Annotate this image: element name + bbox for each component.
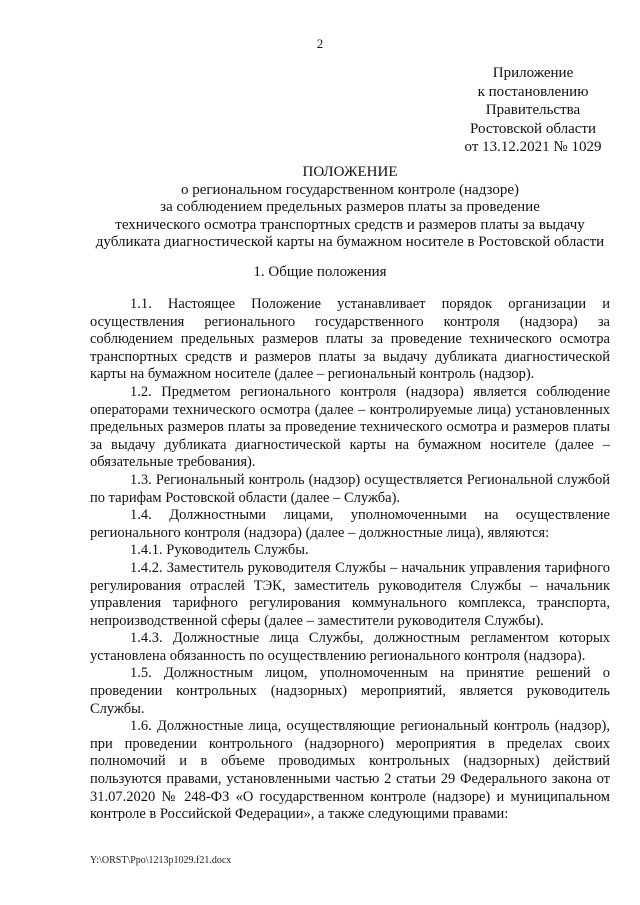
title-line: о региональном государственном контроле (надзоре) [180, 181, 520, 198]
appendix-line: Ростовской области [470, 120, 596, 137]
document-body [90, 296, 610, 824]
section-heading: 1. Общие положения [253, 264, 387, 280]
paragraph: 1.6. Должностные лица, осуществляющие региональный контроль (надзор), при проведении контрольного (надзорного) мероприятия в пределах своих полномочий и в объеме проводимых контрольных (надзорных) действий пользуются правами, установленными частью 2 статьи 29 Федерального закона от 31.07.2020 № 248-ФЗ «О государственном контроле (надзоре) и муниципальном контроле в Российской Федерации», а также следующими правами: [90, 718, 610, 823]
appendix-line: Приложение [492, 65, 574, 81]
appendix-line: от 13.12.2021 № 1029 [464, 139, 602, 155]
appendix-block [448, 64, 618, 157]
title-line: за соблюдением предельных размеров платы за проведение [160, 199, 540, 215]
title-line: дубликата диагностической карты на бумажном носителе в Ростовской области [95, 234, 605, 250]
page-number: 2 [316, 36, 324, 51]
paragraph: 1.4.3. Должностные лица Службы, должностным регламентом которых установлена обязанность по осуществлению регионального контроля (надзора). [90, 630, 610, 664]
file-path-footer: Y:\ORST\Ppo\1213p1029.f21.docx [90, 855, 232, 866]
appendix-line: Правительства [485, 102, 581, 118]
title-line: технического осмотра транспортных средств и размеров платы за выдачу [115, 216, 585, 233]
paragraph: 1.1. Настоящее Положение устанавливает порядок организации и осуществления регионального государственного контроля (надзора) за соблюдением предельных размеров платы за проведение технического осмотра транспортных средств и размеров платы за выдачу дубликата диагностической карты на бумажном носителе (далее – региональный контроль (надзор). [90, 296, 610, 383]
document-title [60, 164, 640, 252]
paragraph: 1.5. Должностным лицом, уполномоченным на принятие решений о проведении контрольных (надзорных) мероприятий, является руководитель Службы. [90, 665, 610, 717]
paragraph: 1.4.1. Руководитель Службы. [130, 542, 309, 559]
title-heading: ПОЛОЖЕНИЕ [302, 164, 398, 180]
paragraph: 1.3. Региональный контроль (надзор) осуществляется Региональной службой по тарифам Ростовской области (далее – Служба). [90, 471, 610, 506]
paragraph: 1.4.2. Заместитель руководителя Службы – начальник управления тарифного регулирования отраслей ТЭК, заместитель руководителя Службы – начальник управления тарифного регулирования коммунального комплекса, транспорта, непроизводственной сферы (далее – заместители руководителя Службы). [90, 559, 610, 629]
paragraph: 1.2. Предметом регионального контроля (надзора) является соблюдение операторами технического осмотра (далее – контролируемые лица) установленных предельных размеров платы за проведение технического осмотра и размеров платы за выдачу дубликата диагностической карты на бумажном носителе (далее – обязательные требования). [90, 383, 610, 471]
appendix-line: к постановлению [477, 83, 589, 100]
paragraph: 1.4. Должностными лицами, уполномоченными на осуществление регионального контроля (надзора) (далее – должностные лица), являются: [90, 507, 610, 541]
